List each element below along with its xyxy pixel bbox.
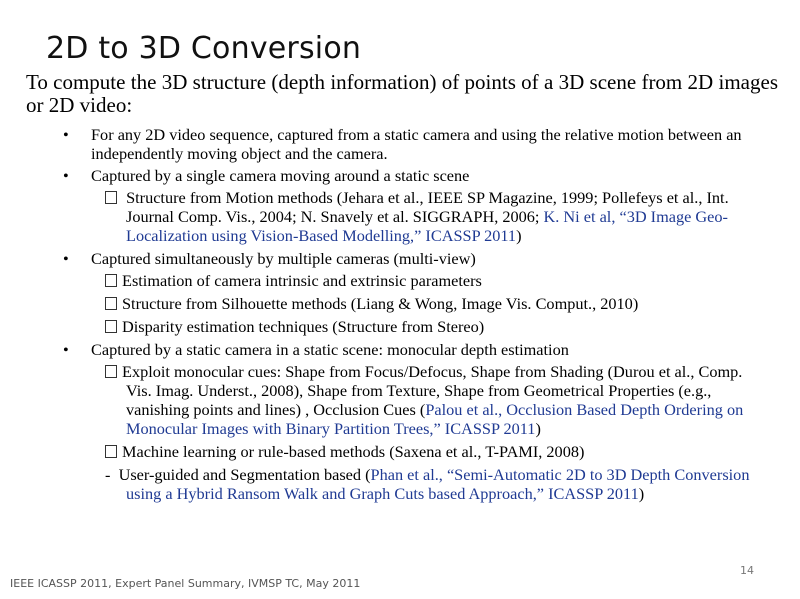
- checkbox-glyph-icon: [105, 191, 117, 204]
- checkbox-glyph-icon: [105, 365, 117, 378]
- list-item: [0, 340, 771, 359]
- checkbox-glyph-icon: [105, 445, 117, 458]
- sub-item-text: Disparity estimation techniques (Structure from Stereo): [122, 317, 485, 336]
- sub-item-text: Structure from Silhouette methods (Liang & Wong, Image Vis. Comput., 2010): [122, 294, 639, 313]
- bullet-text: Captured by a single camera moving around a static scene: [91, 166, 470, 185]
- sub-item-text-end: ): [535, 419, 541, 438]
- sub-list-item: [0, 317, 771, 336]
- sub-list-item: [0, 442, 771, 461]
- reference-link[interactable]: Palou et al., Occlusion Based Depth Ordering on Monocular Images with Binary Partition Trees,” ICASSP 2011: [126, 400, 744, 438]
- sub-list-item: [0, 271, 771, 290]
- sub-list-item: [0, 362, 771, 438]
- sub-list-item: [0, 188, 771, 245]
- checkbox-glyph-icon: [105, 320, 117, 333]
- sub-list-item: [0, 294, 771, 313]
- sub-item-text-end: ): [516, 226, 522, 245]
- dash-marker: -: [105, 465, 111, 484]
- bullet-icon: •: [63, 249, 69, 268]
- checkbox-glyph-icon: [105, 274, 117, 287]
- page-number: 14: [740, 564, 754, 577]
- reference-link[interactable]: K. Ni et al, “3D Image Geo-Localization using Vision-Based Modelling,” ICASSP 2011: [126, 207, 728, 245]
- sub-item-text: Estimation of camera intrinsic and extrinsic parameters: [122, 271, 482, 290]
- sub-item-text: Structure from Motion methods (Jehara et al., IEEE SP Magazine, 1999; Pollefeys et al., Int. Journal Comp. Vis., 2004; N. Snavely et al. SIGGRAPH, 2006;: [122, 188, 729, 226]
- bullet-text: Captured by a static camera in a static scene: monocular depth estimation: [91, 340, 569, 359]
- list-item: [0, 166, 771, 185]
- sub-item-text: Machine learning or rule-based methods (Saxena et al., T-PAMI, 2008): [122, 442, 585, 461]
- sub-item-text-end: ): [638, 484, 645, 503]
- reference-link[interactable]: Phan et al., “Semi-Automatic 2D to 3D Depth Conversion using a Hybrid Ransom Walk and Graph Cuts based Approach,” ICASSP 2011: [126, 465, 750, 503]
- sub-item-text: User-guided and Segmentation based (: [118, 465, 371, 484]
- intro-text: To compute the 3D structure (depth information) of points of a 3D scene from 2D images or 2D video:: [26, 70, 778, 117]
- footer-text: IEEE ICASSP 2011, Expert Panel Summary, IVMSP TC, May 2011: [10, 577, 361, 590]
- bullet-text: Captured simultaneously by multiple cameras (multi-view): [91, 249, 476, 268]
- bullet-icon: •: [63, 125, 69, 144]
- bullet-icon: •: [63, 340, 69, 359]
- sub-item-text: Exploit monocular cues: Shape from Focus/Defocus, Shape from Shading (Durou et al., Comp. Vis. Imag. Underst., 2008), Shape from Texture, Shape from Geometrical Properties (e.g., vanishing points and lines) , Occlusion Cues (: [122, 362, 743, 419]
- bullet-list: [0, 125, 800, 507]
- list-item: [0, 249, 771, 268]
- bullet-icon: •: [63, 166, 69, 185]
- sub-list-item: [0, 465, 771, 503]
- slide-title: 2D to 3D Conversion: [46, 31, 362, 66]
- list-item: [0, 125, 771, 163]
- checkbox-glyph-icon: [105, 297, 117, 310]
- bullet-text: For any 2D video sequence, captured from a static camera and using the relative motion between an independently moving object and the camera.: [91, 125, 742, 163]
